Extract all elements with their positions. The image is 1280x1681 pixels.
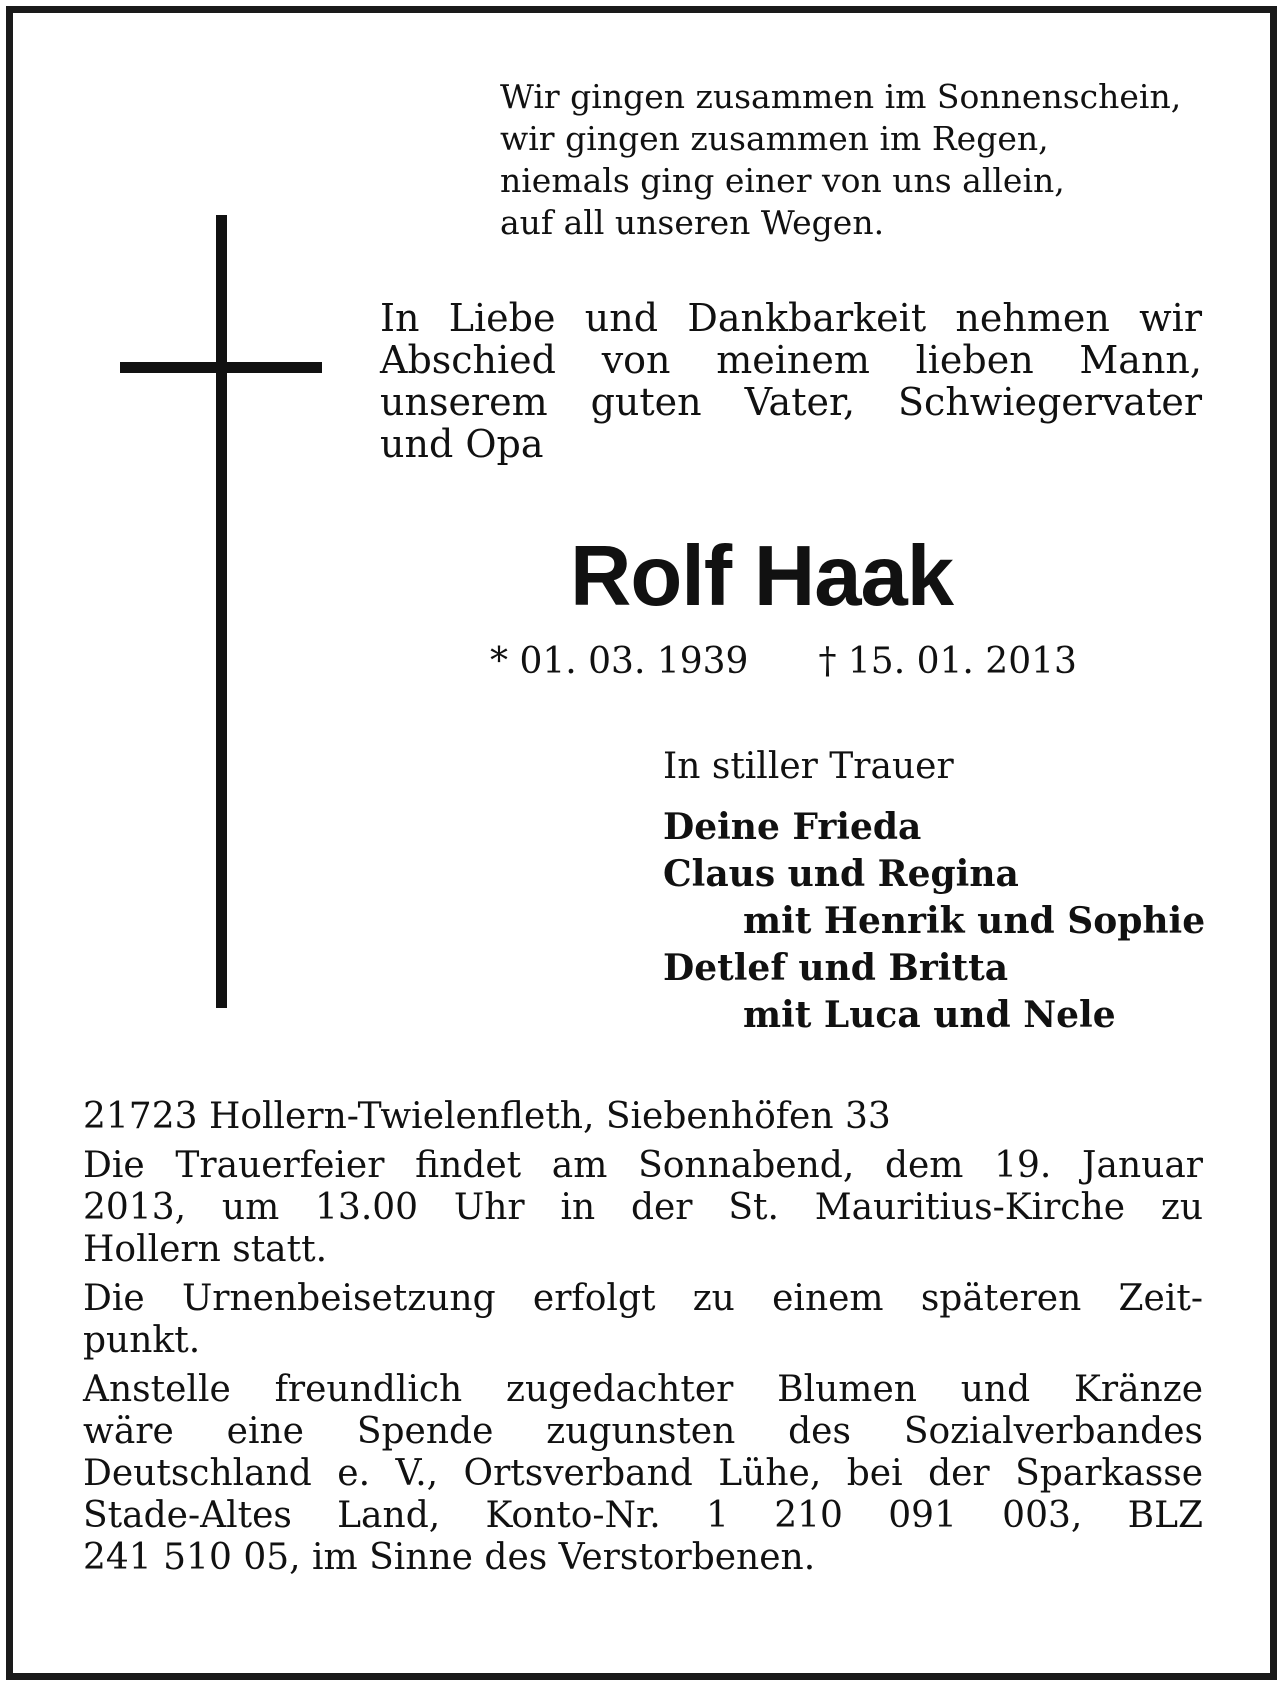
intro-line: Abschied von meinem lieben Mann,	[380, 338, 1202, 382]
donation-line: Stade-Altes Land, Konto-Nr. 1 210 091 003, BLZ	[83, 1495, 1203, 1536]
donation-info	[83, 1369, 1203, 1579]
death-date: † 15. 01. 2013	[818, 641, 1077, 682]
address	[83, 1096, 1203, 1138]
cross-icon-vertical	[216, 215, 227, 1008]
funeral-line: Die Trauerfeier findet am Sonnabend, dem 19. Januar	[83, 1145, 1203, 1186]
poem	[500, 76, 1220, 244]
family-member: Claus und Regina	[663, 853, 1019, 895]
poem-line: Wir gingen zusammen im Sonnenschein,	[500, 77, 1182, 116]
family-member: Detlef und Britta	[663, 947, 1009, 989]
family-member: mit Luca und Nele	[743, 994, 1116, 1036]
address-line: 21723 Hollern-Twielenfleth, Siebenhöfen 33	[83, 1096, 891, 1137]
urn-burial-info	[83, 1278, 1203, 1362]
life-dates	[490, 640, 1077, 684]
family-member: Deine Frieda	[663, 806, 922, 848]
urn-line: punkt.	[83, 1320, 201, 1361]
poem-line: wir gingen zusammen im Regen,	[500, 119, 1049, 158]
birth-date: * 01. 03. 1939	[490, 641, 749, 682]
urn-line: Die Urnenbeisetzung erfolgt zu einem späteren Zeit-	[83, 1278, 1203, 1319]
donation-line: Deutschland e. V., Ortsverband Lühe, bei der Sparkasse	[83, 1453, 1203, 1494]
cross-icon-horizontal	[120, 362, 322, 373]
funeral-line: Hollern statt.	[83, 1229, 328, 1270]
intro-line: unserem guten Vater, Schwiegervater	[380, 380, 1202, 424]
notice-details	[83, 1096, 1203, 1586]
donation-line: Anstelle freundlich zugedachter Blumen und Kränze	[83, 1369, 1203, 1410]
family-list	[663, 804, 1205, 1039]
intro-text	[380, 297, 1202, 465]
donation-line: 241 510 05, im Sinne des Verstorbenen.	[83, 1537, 816, 1578]
poem-line: auf all unseren Wegen.	[500, 203, 885, 242]
poem-line: niemals ging einer von uns allein,	[500, 161, 1065, 200]
intro-line: In Liebe und Dankbarkeit nehmen wir	[380, 296, 1202, 340]
funeral-line: 2013, um 13.00 Uhr in der St. Mauritius-Kirche zu	[83, 1187, 1203, 1228]
funeral-service-info	[83, 1145, 1203, 1271]
mourning-intro: In stiller Trauer	[663, 746, 954, 787]
intro-line: und Opa	[380, 422, 544, 466]
family-member: mit Henrik und Sophie	[743, 900, 1206, 942]
deceased-name: Rolf Haak	[570, 529, 954, 624]
donation-line: wäre eine Spende zugunsten des Sozialverbandes	[83, 1411, 1203, 1452]
